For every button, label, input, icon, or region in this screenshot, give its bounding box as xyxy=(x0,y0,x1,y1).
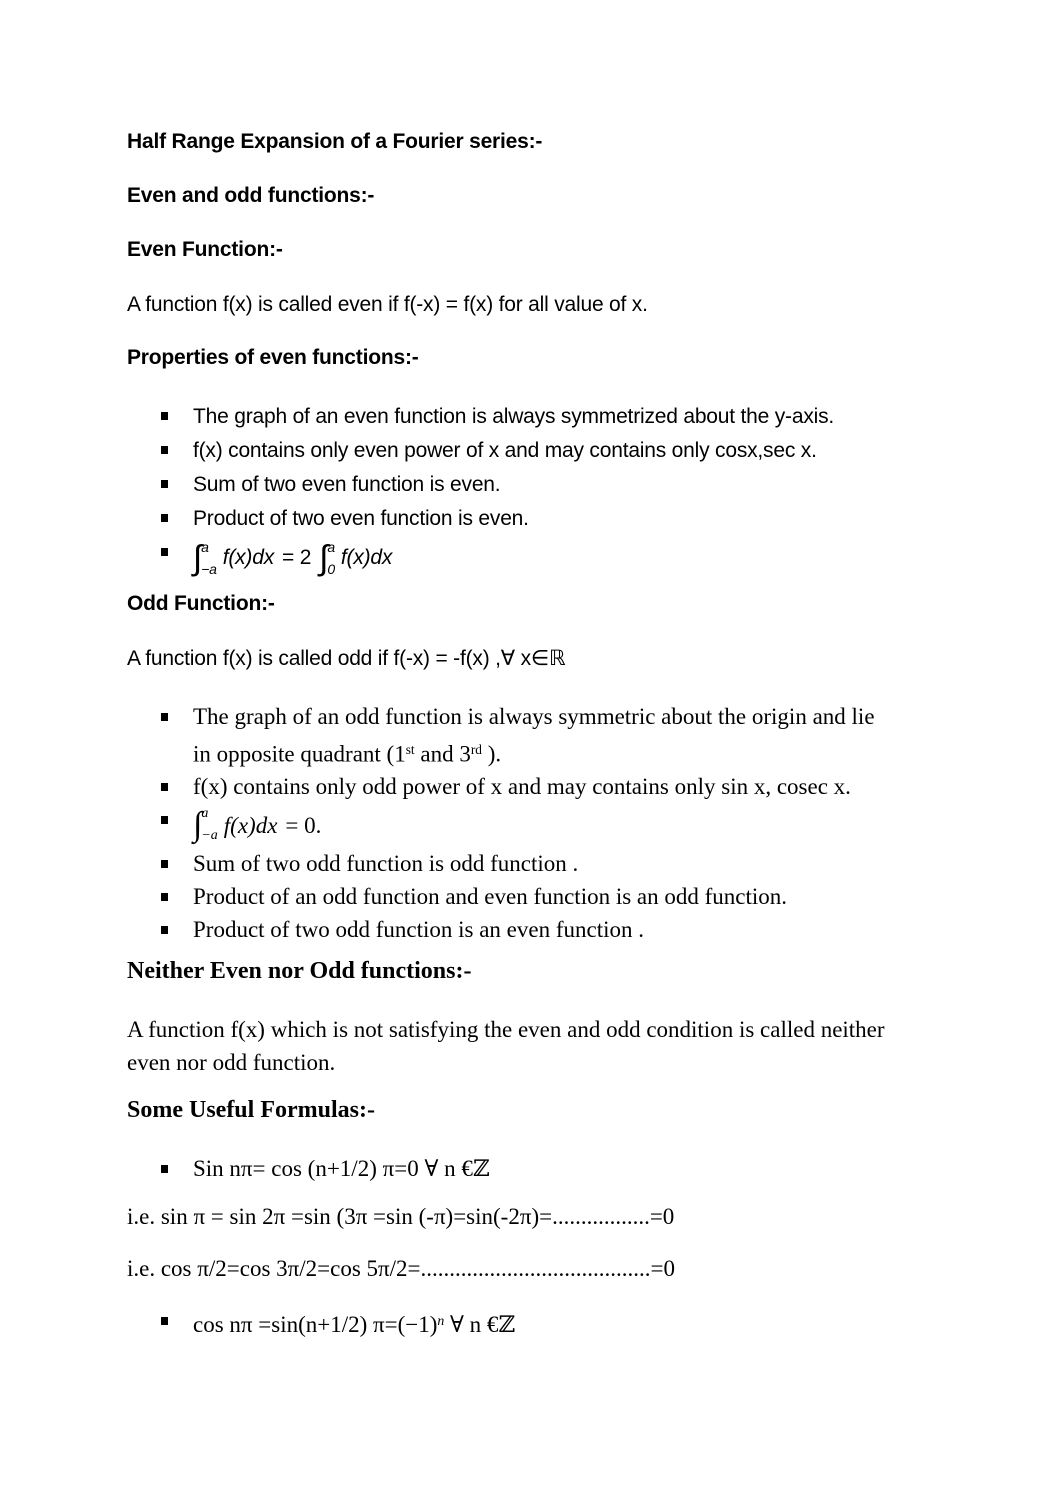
heading-odd-function: Odd Function:- xyxy=(127,592,275,615)
doc-title: Half Range Expansion of a Fourier series:- xyxy=(127,130,543,153)
list-item xyxy=(193,468,905,502)
list-item-text: Sum of two odd function is odd function . xyxy=(193,851,579,877)
equals-part: = 0. xyxy=(285,812,322,838)
integral-symbol: ∫ a 0 xyxy=(319,539,335,577)
ordinal-superscript: rd xyxy=(470,742,482,757)
heading-neither-even-nor-odd: Neither Even nor Odd functions:- xyxy=(127,958,472,985)
list-item-text: Product of two even function is even. xyxy=(193,507,529,530)
list-item xyxy=(193,400,905,434)
list-item xyxy=(193,847,893,880)
list-item-text: Product of two odd function is an even function . xyxy=(193,917,644,943)
list-item xyxy=(193,770,893,803)
formula-item xyxy=(193,1152,893,1185)
equals-part: = 2 xyxy=(282,546,312,569)
formula-list xyxy=(127,1304,928,1341)
list-item xyxy=(193,880,893,913)
list-item-text: Sum of two even function is even. xyxy=(193,473,501,496)
formula-text: ∀ n €ℤ xyxy=(444,1312,516,1338)
even-function-definition: A function f(x) is called even if f(-x) = f(x) for all value of x. xyxy=(127,293,648,316)
integrand: f(x)dx xyxy=(340,546,393,569)
integral-symbol: ∫ a −a xyxy=(193,806,218,844)
formula-text: Sin nπ= cos (n+1/2) π=0 ∀ n €ℤ xyxy=(193,1156,490,1182)
list-item-text: f(x) contains only even power of x and may contains only cosx,sec x. xyxy=(193,439,817,462)
even-integral-formula xyxy=(193,536,905,580)
heading-some-useful-formulas: Some Useful Formulas:- xyxy=(127,1097,375,1124)
list-item-text: f(x) contains only odd power of x and may contains only sin x, cosec x. xyxy=(193,774,851,800)
neither-definition: A function f(x) which is not satisfying the even and odd condition is called neither even nor odd function. xyxy=(127,1017,885,1076)
integrand: f(x)dx xyxy=(222,546,274,569)
ie-sin-line: i.e. sin π = sin 2π =sin (3π =sin (-π)=sin(-2π)=.................=0 xyxy=(127,1204,675,1230)
even-properties-list xyxy=(127,400,928,580)
heading-even-and-odd-functions: Even and odd functions:- xyxy=(127,184,375,207)
formula-list xyxy=(127,1152,928,1185)
list-item-text: ). xyxy=(481,741,502,767)
heading-even-function: Even Function:- xyxy=(127,238,283,261)
ordinal-superscript: st xyxy=(405,742,415,757)
list-item xyxy=(193,502,905,536)
list-item-text: and 3 xyxy=(414,741,471,767)
integral-symbol: ∫ a −a xyxy=(193,539,217,577)
list-item xyxy=(193,913,893,946)
list-item xyxy=(193,700,893,770)
list-item-text: Product of an odd function and even function is an odd function. xyxy=(193,884,788,910)
list-item-text: The graph of an even function is always symmetrized about the y-axis. xyxy=(193,405,835,428)
list-item xyxy=(193,434,905,468)
odd-properties-list xyxy=(127,700,928,946)
formula-item xyxy=(193,1304,893,1341)
integrand: f(x)dx xyxy=(223,812,278,838)
odd-integral-formula xyxy=(193,803,893,847)
odd-function-definition: A function f(x) is called odd if f(-x) = -f(x) ,∀ x∈ℝ xyxy=(127,647,566,670)
list-item-text: The graph of an odd function is always symmetric about the origin and lie in opposite quadrant (1 xyxy=(193,704,875,767)
heading-properties-of-even-functions: Properties of even functions:- xyxy=(127,346,419,369)
ie-cos-line: i.e. cos π/2=cos 3π/2=cos 5π/2=........................................=0 xyxy=(127,1256,675,1282)
formula-text: cos nπ =sin(n+1/2) π=(−1) xyxy=(193,1312,438,1338)
exponent-superscript: n xyxy=(437,1313,445,1329)
